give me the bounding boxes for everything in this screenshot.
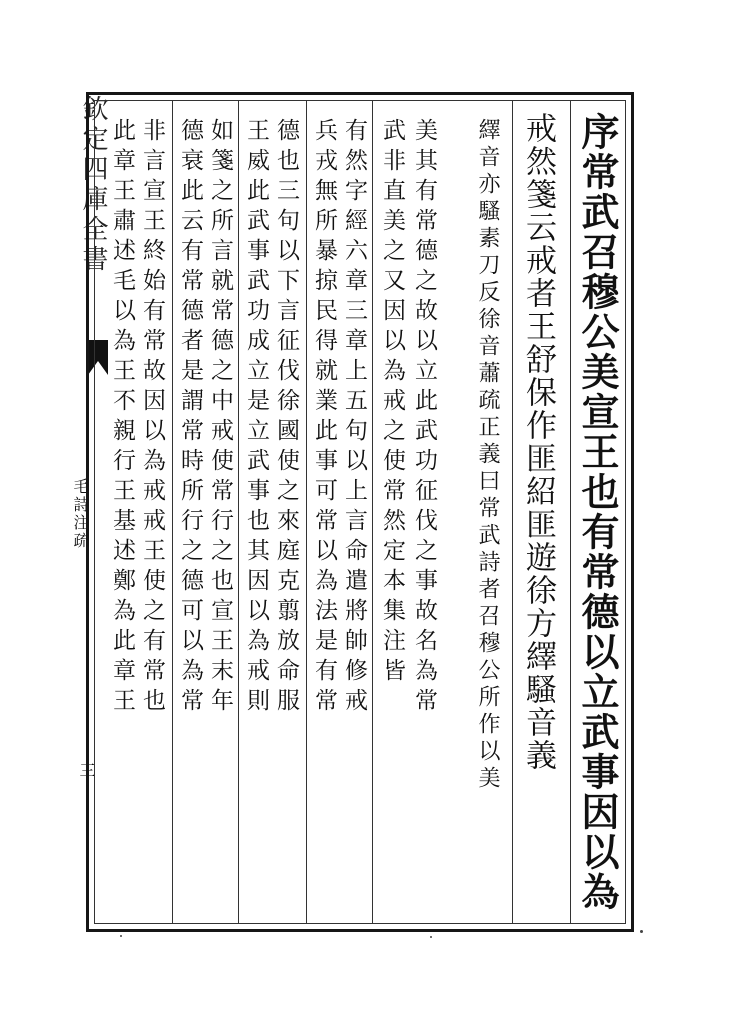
banner-book-title: 欽定四庫全書 [78,95,108,275]
text-column-7: 兵戎無所暴掠民得就業此事可常以為法是有常 [311,118,337,718]
text-column-5: 武非直美之又因以為戒之使常然定本集注皆 [379,118,405,688]
text-column-2: 戒然箋云戒者王舒保作匪紹匪遊徐方繹騷音義 [520,112,556,772]
column-divider [512,100,513,924]
text-column-1: 序常武召穆公美宣王也有常德以立武事因以為 [575,112,620,912]
text-column-9: 王威此武事武功成立是立武事也其因以為戒則 [243,118,269,718]
column-divider [238,100,239,924]
column-divider [570,100,571,924]
text-column-3: 繹音亦騷素刀反徐音蕭疏正義曰常武詩者召穆公所作以美 [475,118,500,793]
text-column-13: 此章王肅述毛以為王不親行王基述鄭為此章王 [109,118,135,718]
text-column-8: 德也三句以下言征伐徐國使之來庭克翦放命服 [273,118,299,718]
column-divider [372,100,373,924]
column-divider [306,100,307,924]
banner-page-number: 三 [77,762,96,778]
text-column-10: 如箋之所言就常德之中戒使常行之也宣王末年 [207,118,233,718]
scan-speckle [640,930,643,933]
scan-speckle [430,936,432,938]
scan-speckle [120,935,122,937]
text-column-12: 非言宣王終始有常故因以為戒戒王使之有常也 [139,118,165,718]
column-divider [172,100,173,924]
text-column-4: 美其有常德之故以立此武功征伐之事故名為常 [411,118,437,718]
text-column-6: 有然字經六章三章上五句以上言命遣將帥修戒 [341,118,367,718]
text-column-11: 德衰此云有常德者是謂常時所行之德可以為常 [177,118,203,718]
banner-book-name: 毛詩注疏 [71,478,90,550]
